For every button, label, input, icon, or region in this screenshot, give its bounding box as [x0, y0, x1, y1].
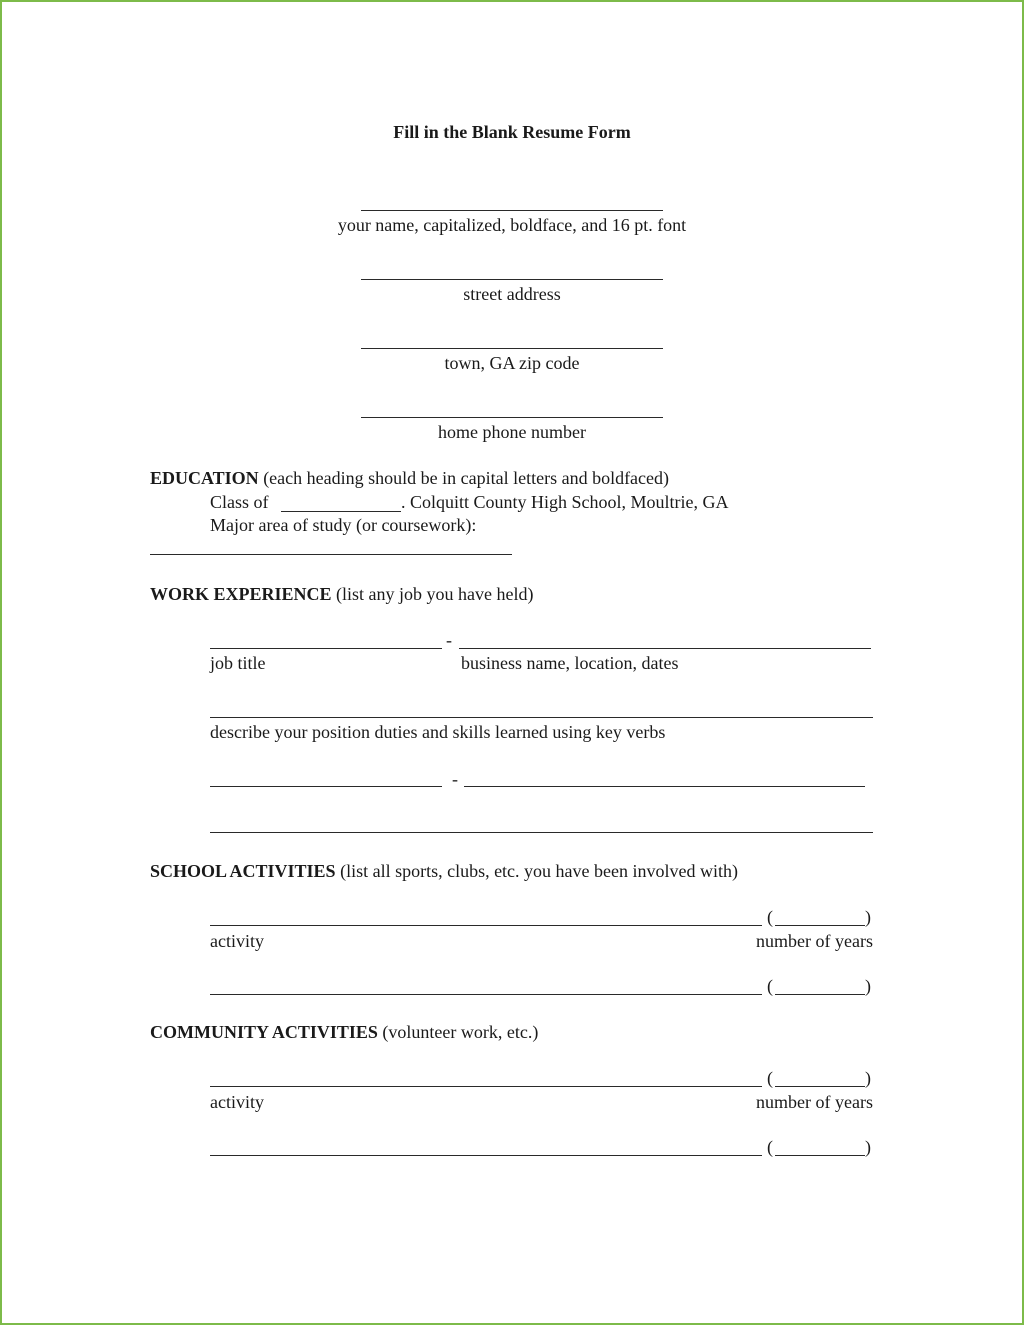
school-activity-line-2[interactable] — [210, 994, 762, 995]
town-line[interactable] — [361, 348, 663, 349]
school-activity-line-1[interactable] — [210, 925, 762, 926]
duties-label: describe your position duties and skills learned using key verbs — [210, 722, 666, 742]
major-label: Major area of study (or coursework): — [210, 515, 477, 535]
school-note: (list all sports, clubs, etc. you have been involved with) — [335, 861, 738, 881]
phone-hint: home phone number — [438, 422, 586, 442]
school-name: . Colquitt County High School, Moultrie, GA — [401, 492, 729, 512]
community-activity-label: activity — [210, 1092, 264, 1112]
community-activity-line-2[interactable] — [210, 1155, 762, 1156]
education-heading: EDUCATION — [150, 468, 259, 488]
job-title-line-2[interactable] — [210, 786, 442, 787]
work-heading: WORK EXPERIENCE — [150, 584, 332, 604]
work-dash: - — [446, 630, 452, 650]
business-line-2[interactable] — [464, 786, 865, 787]
school-years-open-2: ( — [767, 976, 773, 996]
school-heading-row — [150, 860, 738, 882]
duties-line[interactable] — [210, 717, 873, 718]
school-years-open-1: ( — [767, 907, 773, 927]
community-years-open-1: ( — [767, 1068, 773, 1088]
work-heading-row — [150, 583, 534, 605]
class-year-line[interactable] — [281, 511, 401, 512]
name-hint: your name, capitalized, boldface, and 16 pt. font — [337, 215, 687, 235]
job-title-label: job title — [210, 653, 266, 673]
school-activity-label: activity — [210, 931, 264, 951]
education-note: (each heading should be in capital letters and boldfaced) — [258, 468, 670, 488]
town-hint: town, GA zip code — [444, 353, 580, 373]
education-heading-row — [150, 467, 669, 489]
community-note: (volunteer work, etc.) — [377, 1022, 539, 1042]
job-title-line[interactable] — [210, 648, 442, 649]
work-dash-2: - — [452, 769, 458, 789]
community-years-open-2: ( — [767, 1137, 773, 1157]
class-of-label: Class of — [210, 492, 269, 512]
community-heading-row — [150, 1021, 538, 1043]
phone-line[interactable] — [361, 417, 663, 418]
school-years-line-1[interactable] — [775, 925, 865, 926]
school-years-close-2: ) — [865, 976, 871, 996]
work-note: (list any job you have held) — [331, 584, 534, 604]
community-heading: COMMUNITY ACTIVITIES — [150, 1022, 378, 1042]
school-years-line-2[interactable] — [775, 994, 865, 995]
business-line[interactable] — [459, 648, 871, 649]
school-years-close-1: ) — [865, 907, 871, 927]
community-years-close-2: ) — [865, 1137, 871, 1157]
form-title: Fill in the Blank Resume Form — [393, 122, 631, 142]
school-years-label: number of years — [756, 931, 873, 951]
community-activity-line-1[interactable] — [210, 1086, 762, 1087]
school-heading: SCHOOL ACTIVITIES — [150, 861, 336, 881]
community-years-line-2[interactable] — [775, 1155, 865, 1156]
major-line[interactable] — [150, 554, 512, 555]
community-years-close-1: ) — [865, 1068, 871, 1088]
business-label: business name, location, dates — [461, 653, 679, 673]
street-hint: street address — [463, 284, 561, 304]
duties-line-2[interactable] — [210, 832, 873, 833]
street-line[interactable] — [361, 279, 663, 280]
name-line[interactable] — [361, 210, 663, 211]
community-years-label: number of years — [756, 1092, 873, 1112]
community-years-line-1[interactable] — [775, 1086, 865, 1087]
